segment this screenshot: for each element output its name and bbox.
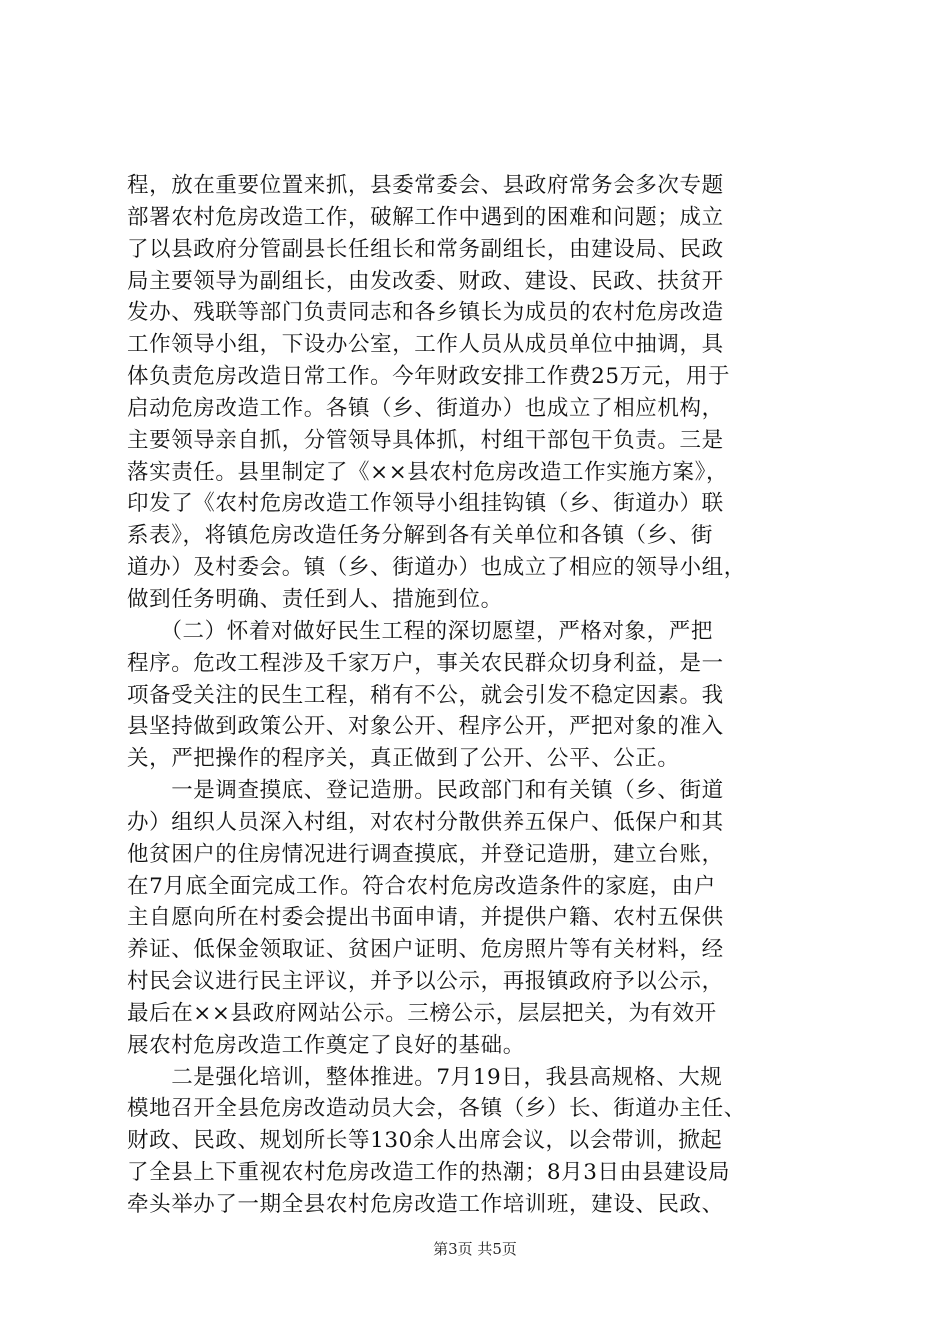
text-line: 养证、低保金领取证、贫困户证明、危房照片等有关材料，经	[127, 937, 724, 963]
text-line: 主自愿向所在村委会提出书面申请，并提供户籍、农村五保供	[127, 905, 724, 931]
text-line: 启动危房改造工作。各镇（乡、街道办）也成立了相应机构，	[127, 395, 724, 421]
text-line: 在7月底全面完成工作。符合农村危房改造条件的家庭，由户	[127, 873, 716, 899]
text-line: 主要领导亲自抓，分管领导具体抓，村组干部包干负责。三是	[127, 427, 724, 453]
text-line: 模地召开全县危房改造动员大会，各镇（乡）长、街道办主任、	[127, 1096, 746, 1122]
text-line: 发办、残联等部门负责同志和各乡镇长为成员的农村危房改造	[127, 300, 724, 326]
text-line: 他贫困户的住房情况进行调查摸底，并登记造册，建立台账，	[127, 841, 724, 867]
text-line: 体负责危房改造日常工作。今年财政安排工作费25万元，用于	[127, 364, 731, 390]
text-line: 一是调查摸底、登记造册。民政部门和有关镇（乡、街道	[127, 778, 724, 804]
text-line: 了以县政府分管副县长任组长和常务副组长，由建设局、民政	[127, 236, 724, 262]
text-line: 财政、民政、规划所长等130余人出席会议，以会带训，掀起	[127, 1128, 723, 1154]
text-line: 了全县上下重视农村危房改造工作的热潮；8月3日由县建设局	[127, 1160, 731, 1186]
text-line: 展农村危房改造工作奠定了良好的基础。	[127, 1032, 525, 1058]
text-line: 县坚持做到政策公开、对象公开、程序公开，严把对象的准入	[127, 714, 724, 740]
text-line: 印发了《农村危房改造工作领导小组挂钩镇（乡、街道办）联	[127, 491, 724, 517]
text-line: 落实责任。县里制定了《××县农村危房改造工作实施方案》，	[127, 459, 729, 485]
text-line: 村民会议进行民主评议，并予以公示，再报镇政府予以公示，	[127, 969, 724, 995]
text-line: 牵头举办了一期全县农村危房改造工作培训班，建设、民政、	[127, 1192, 724, 1217]
text-line: 部署农村危房改造工作，破解工作中遇到的困难和问题；成立	[127, 204, 724, 230]
text-line: 程，放在重要位置来抓，县委常委会、县政府常务会多次专题	[127, 173, 724, 198]
text-line: 道办）及村委会。镇（乡、街道办）也成立了相应的领导小组，	[127, 555, 746, 581]
text-line: 关，严把操作的程序关，真正做到了公开、公平、公正。	[127, 746, 680, 772]
text-line: 程序。危改工程涉及千家万户，事关农民群众切身利益，是一	[127, 650, 724, 676]
text-line: 最后在××县政府网站公示。三榜公示，层层把关，为有效开	[127, 1000, 717, 1026]
text-line: 办）组织人员深入村组，对农村分散供养五保户、低保户和其	[127, 809, 724, 835]
text-line: （二）怀着对做好民生工程的深切愿望，严格对象，严把	[127, 618, 713, 644]
text-line: 二是强化培训，整体推进。7月19日，我县高规格、大规	[127, 1064, 723, 1090]
document-body	[127, 170, 827, 1221]
text-line: 局主要领导为副组长，由发改委、财政、建设、民政、扶贫开	[127, 268, 724, 294]
text-line: 工作领导小组，下设办公室，工作人员从成员单位中抽调，具	[127, 332, 724, 358]
text-line: 系表》，将镇危房改造任务分解到各有关单位和各镇（乡、街	[127, 523, 713, 549]
page-footer: 第3页 共5页	[433, 1240, 517, 1258]
text-line: 项备受关注的民生工程，稍有不公，就会引发不稳定因素。我	[127, 682, 724, 708]
text-line: 做到任务明确、责任到人、措施到位。	[127, 586, 503, 612]
